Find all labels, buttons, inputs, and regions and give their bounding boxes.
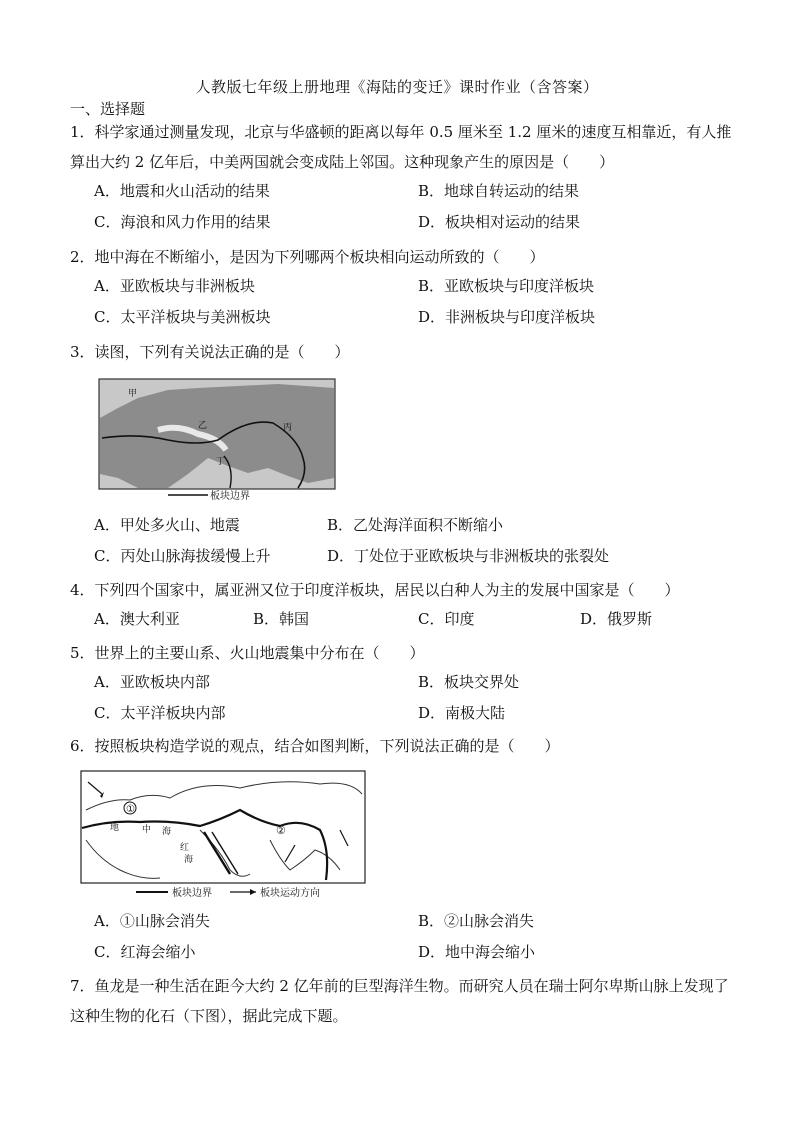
option-d[interactable]: D．丁处位于亚欧板块与非洲板块的张裂处 — [327, 547, 610, 565]
option-c[interactable]: C．丙处山脉海拔缓慢上升 — [94, 547, 271, 565]
map-q3-label-ding: 丁 — [216, 457, 226, 467]
map-q6-legend-arrowhead — [250, 889, 256, 895]
map-q6-label-1: ① — [126, 804, 135, 815]
option-d[interactable]: D．南极大陆 — [418, 704, 506, 722]
option-c[interactable]: C．太平洋板块与美洲板块 — [94, 308, 271, 326]
option-b[interactable]: B．板块交界处 — [418, 673, 520, 691]
map-q6-legend-boundary: 板块边界 — [172, 888, 212, 899]
plate-boundary-map-q3 — [98, 378, 338, 500]
question-1-text: 1．科学家通过测量发现，北京与华盛顿的距离以每年 0.5 厘米至 1.2 厘米的速度互相靠近，有人推算出大约 2 亿年后，中美两国就会变成陆上邻国。这种现象产生的原因是（ ） — [70, 123, 732, 171]
option-a[interactable]: A．亚欧板块与非洲板块 — [94, 277, 255, 295]
question-1-options — [94, 180, 732, 242]
question-5-options — [94, 671, 732, 733]
option-c[interactable]: C．海浪和风力作用的结果 — [94, 213, 271, 231]
option-a[interactable]: A．澳大利亚 — [94, 610, 180, 628]
map-q6-legend-motion: 板块运动方向 — [260, 888, 320, 899]
document-title: 人教版七年级上册地理《海陆的变迁》课时作业（含答案） — [195, 78, 599, 96]
map-q3-label-yi: 乙 — [198, 421, 208, 431]
question-1 — [70, 118, 732, 177]
option-d[interactable]: D．板块相对运动的结果 — [418, 213, 581, 231]
question-2-options — [94, 275, 732, 337]
question-2-text: 2．地中海在不断缩小，是因为下列哪两个板块相向运动所致的（ ） — [70, 248, 545, 266]
question-3-options — [94, 514, 732, 576]
question-6 — [70, 732, 732, 762]
option-a[interactable]: A．地震和火山活动的结果 — [94, 182, 270, 200]
map-q3-label-bing: 丙 — [283, 423, 293, 433]
option-c[interactable]: C．红海会缩小 — [94, 943, 196, 961]
option-b[interactable]: B．②山脉会消失 — [418, 912, 535, 930]
question-6-text: 6．按照板块构造学说的观点，结合如图判断，下列说法正确的是（ ） — [70, 737, 560, 755]
question-4 — [70, 576, 732, 606]
question-3 — [70, 338, 732, 368]
question-2 — [70, 243, 732, 273]
option-a[interactable]: A．甲处多火山、地震 — [94, 516, 240, 534]
question-5-text: 5．世界上的主要山系、火山地震集中分布在（ ） — [70, 644, 425, 662]
map-q6-label-hai2: 海 — [184, 855, 194, 865]
map-q6-label-di: 地 — [110, 823, 120, 833]
map-q6-label-hai1: 海 — [162, 827, 172, 837]
option-c[interactable]: C．印度 — [418, 610, 475, 628]
option-b[interactable]: B．韩国 — [253, 610, 310, 628]
plate-motion-map-q6 — [80, 770, 368, 902]
question-4-text: 4．下列四个国家中，属亚洲又位于印度洋板块，居民以白种人为主的发展中国家是（ ） — [70, 581, 680, 599]
question-5 — [70, 639, 732, 669]
question-3-text: 3．读图，下列有关说法正确的是（ ） — [70, 343, 350, 361]
map-q6-label-2: ② — [276, 824, 286, 837]
map-q6-label-zhong: 中 — [142, 825, 152, 835]
map-q6-frame — [81, 771, 365, 883]
option-a[interactable]: A．亚欧板块内部 — [94, 673, 210, 691]
option-c[interactable]: C．太平洋板块内部 — [94, 704, 226, 722]
option-a[interactable]: A．①山脉会消失 — [94, 912, 210, 930]
map-q3-svg — [98, 378, 338, 500]
option-d[interactable]: D．地中海会缩小 — [418, 943, 536, 961]
question-7 — [70, 972, 732, 1031]
question-6-options — [94, 910, 732, 972]
option-d[interactable]: D．非洲板块与印度洋板块 — [418, 308, 596, 326]
map-q3-label-jia: 甲 — [128, 389, 138, 399]
option-b[interactable]: B．乙处海洋面积不断缩小 — [327, 516, 504, 534]
map-q6-svg — [80, 770, 368, 902]
question-7-text: 7．鱼龙是一种生活在距今大约 2 亿年前的巨型海洋生物。而研究人员在瑞士阿尔卑斯山脉上发现了这种生物的化石（下图），据此完成下题。 — [70, 977, 729, 1025]
option-b[interactable]: B．地球自转运动的结果 — [418, 182, 580, 200]
map-q6-label-hong: 红 — [180, 843, 190, 853]
map-q3-legend-text: 板块边界 — [210, 491, 250, 500]
section-heading: 一、选择题 — [70, 100, 146, 118]
option-b[interactable]: B．亚欧板块与印度洋板块 — [418, 277, 595, 295]
option-d[interactable]: D．俄罗斯 — [580, 610, 653, 628]
question-4-options — [94, 608, 732, 639]
